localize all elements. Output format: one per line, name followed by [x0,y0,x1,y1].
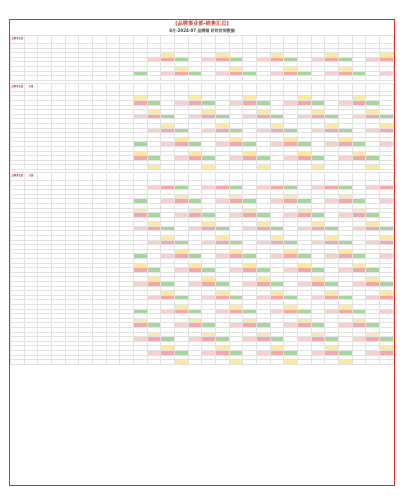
table-cell [352,360,366,365]
column-header [93,83,107,91]
column-header [38,83,52,91]
table-cell [24,76,38,81]
column-header [188,172,202,180]
table-cell [11,76,25,81]
column-header [134,83,148,91]
table-row [11,165,394,170]
column-header [298,36,312,44]
table-cell [298,165,312,170]
summary-table [10,35,394,81]
column-header [270,83,284,91]
table-cell [120,76,134,81]
table-cell [229,76,243,81]
table-cell [188,165,202,170]
column-header [284,172,298,180]
column-header [147,36,161,44]
table-cell [38,76,52,81]
table-cell [120,165,134,170]
table-cell [106,165,120,170]
table-cell [106,360,120,365]
column-header [79,36,93,44]
table-cell [216,76,230,81]
summary-table [10,172,394,365]
table-cell [216,165,230,170]
table-cell [106,76,120,81]
column-header [311,36,325,44]
table-cell [120,360,134,365]
column-header [325,83,339,91]
table-cell [161,76,175,81]
table-cell [134,165,148,170]
column-header [298,83,312,91]
table-cell [93,76,107,81]
table-cell [352,76,366,81]
tables-container [10,35,394,365]
table-cell [65,360,79,365]
column-header [216,172,230,180]
table-cell [79,165,93,170]
table-cell [311,360,325,365]
column-header [284,83,298,91]
table-cell [38,165,52,170]
column-header [79,172,93,180]
column-header [175,172,189,180]
column-header [339,83,353,91]
table-cell [298,360,312,365]
table-cell [11,360,25,365]
table-cell [52,165,66,170]
column-header [352,83,366,91]
column-header [106,83,120,91]
table-cell [188,360,202,365]
report-frame [9,19,395,486]
table-cell [284,360,298,365]
column-header [65,36,79,44]
table-cell [147,76,161,81]
column-header [52,83,66,91]
table-cell [243,76,257,81]
table-cell [311,76,325,81]
table-cell [257,360,271,365]
table-cell [175,360,189,365]
column-header [243,172,257,180]
column-header [366,83,380,91]
column-header [243,83,257,91]
summary-table [10,83,394,170]
table-cell [270,165,284,170]
column-header [257,36,271,44]
table-cell [202,360,216,365]
table-cell [24,165,38,170]
table-cell [270,76,284,81]
column-header [352,172,366,180]
table-cell [79,76,93,81]
table-cell [11,165,25,170]
column-header [270,36,284,44]
column-header [229,83,243,91]
column-header [52,36,66,44]
table-cell [229,165,243,170]
column-header [24,36,38,44]
table-cell [352,165,366,170]
column-header [134,36,148,44]
table-cell [380,165,394,170]
table-cell [243,165,257,170]
table-cell [311,165,325,170]
column-header [257,172,271,180]
column-header [298,172,312,180]
table-cell [175,165,189,170]
column-header [380,83,394,91]
column-header [202,172,216,180]
column-header [229,172,243,180]
column-header [147,172,161,180]
column-header [311,172,325,180]
table-cell [161,360,175,365]
table-cell [284,76,298,81]
table-cell [161,165,175,170]
table-cell [52,76,66,81]
table-cell [175,76,189,81]
table-cell [284,165,298,170]
column-header [339,36,353,44]
column-header [325,36,339,44]
column-header [65,83,79,91]
table-cell [257,165,271,170]
table-cell [339,165,353,170]
table-cell [229,360,243,365]
column-header [147,83,161,91]
table-cell [65,76,79,81]
column-header [161,83,175,91]
column-header [161,172,175,180]
table-cell [325,360,339,365]
column-header [270,172,284,180]
table-cell [366,165,380,170]
column-header [366,172,380,180]
table-cell [147,360,161,365]
column-header [380,172,394,180]
table-cell [65,165,79,170]
table-cell [79,360,93,365]
column-header [311,83,325,91]
column-header [325,172,339,180]
column-header [366,36,380,44]
column-header [120,83,134,91]
table-cell [380,360,394,365]
table-cell [38,360,52,365]
table-cell [134,76,148,81]
column-header [38,172,52,180]
column-header [52,172,66,180]
table-cell [202,76,216,81]
table-cell [216,360,230,365]
table-cell [93,165,107,170]
table-cell [243,360,257,365]
table-row [11,76,394,81]
column-header [202,83,216,91]
column-header [120,172,134,180]
column-header: 品牌事业部 [11,36,25,44]
column-header [134,172,148,180]
table-cell [202,165,216,170]
column-header [202,36,216,44]
column-header [257,83,271,91]
table-cell [24,360,38,365]
column-header [93,172,107,180]
table-cell [257,76,271,81]
table-cell [339,360,353,365]
column-header [284,36,298,44]
column-header: 店铺 [24,172,38,180]
table-cell [147,165,161,170]
table-cell [339,76,353,81]
column-header [216,36,230,44]
table-cell [366,360,380,365]
table-cell [270,360,284,365]
column-header [175,83,189,91]
column-header [120,36,134,44]
table-cell [380,76,394,81]
table-cell [366,76,380,81]
table-cell [325,165,339,170]
column-header [188,36,202,44]
column-header: 品牌事业部 [11,83,25,91]
column-header [216,83,230,91]
table-cell [93,360,107,365]
table-cell [52,360,66,365]
column-header [188,83,202,91]
column-header [229,36,243,44]
column-header [380,36,394,44]
column-header [38,36,52,44]
date-label: 8月-2024-07 品牌销 时时时间数据 [169,27,235,33]
table-cell [134,360,148,365]
column-header [93,36,107,44]
column-header: 店铺 [24,83,38,91]
table-cell [298,76,312,81]
table-row [11,360,394,365]
column-header [243,36,257,44]
column-header [65,172,79,180]
column-header [339,172,353,180]
column-header [161,36,175,44]
column-header [175,36,189,44]
column-header: 品牌事业部 [11,172,25,180]
column-header [106,36,120,44]
table-cell [325,76,339,81]
column-header [106,172,120,180]
table-cell [188,76,202,81]
column-header [352,36,366,44]
column-header [79,83,93,91]
report-title: [品牌事业部-销售汇总] [175,21,229,27]
